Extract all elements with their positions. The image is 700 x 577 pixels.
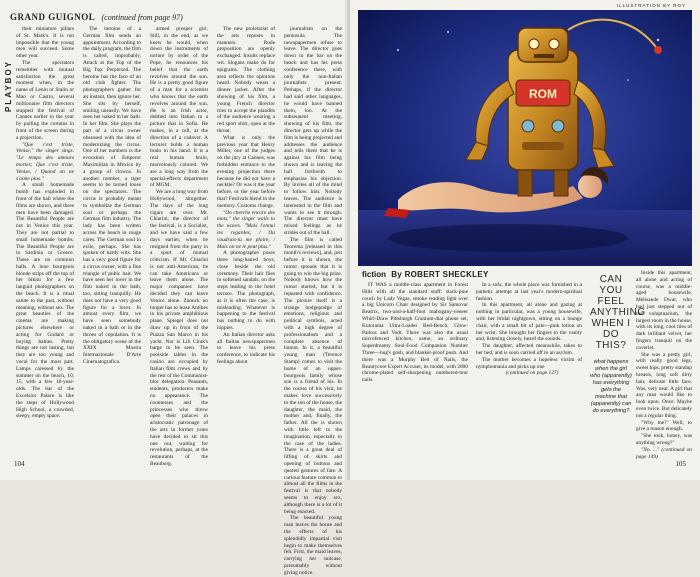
fiction-heading [362,270,582,279]
fiction-columns [362,282,582,458]
paragraph: The mother becomes a hopeless victim of nymphomania and picks up one [476,356,582,370]
paragraph: The daughter, affected meanwhile, takes to her bed, and is soon carried off to an asylum. [476,343,582,356]
headline-block [590,270,646,415]
robot-illustration [358,10,692,266]
running-head-title: GRAND GUIGNOL [10,12,96,22]
song-quote: "Que c'est triste, Venise," the singer sings. "Le temps des amours mortes; Que c'est triste, Venise, / Quand on ne s'aime plus." [16,141,74,182]
paragraph: What is only the previous year that Henry Miller, one of the judges on the jury at Cannes, was forbidden entrance to the evening projection there because he did not have a necktie? Or was it the year before, or the year before that? Festivals blend in the memory. Customs change. [217,134,275,209]
continued-note: (continued on page 127) [505,370,559,377]
fiction-label: fiction [362,270,386,279]
paragraph: She was a pretty girl, with really good legs, sweet hips, pretty standup breasts, long soft dirty hair, delicate little face. Was, very near. A girl that any man would like to look upon. Once. Maybe even twice. But delicately not a regular thing. [636,351,693,419]
story-side-column [636,270,692,460]
paragraph: The heroine of a German film sends an appointment. According to the daily program, the film is called, improbably, Attack at the Top of the Big Top: Perplexed. The heroine has the face of an old club fighter. The photographers gather for an instant, then ignore her. She sits by herself, smiling uneasily. We have seen her naked in her bath. In her film. She plays the part of a circus owner obsessed with the idea of modernizing the circus. One of her numbers is the evocation of Emperor Maximilian in Mexico by a group of clowns. In another number, a tiger seems to be turned loose on the spectators. The circus is probably meant to symbolize the German soul or perhaps the German film industry. The lady has been written across the beach in rouge cares. The German soul in exile, perhaps. She has spoken of hardy wits. She has a very good figure for a circus owner, with a fine triangle of pubic hair. We have seen her lover in the film naked in the bath, too, sitting tranquilly. He does not have a very good figure for a lover. In almost every film, we have seen somebody naked in a bath or in the throes of copulation. It is the obligatory scene of the XXIX Mostra Internazionale D'Arte Cinematografica. [83,26,141,366]
robot-lettering: ROM [529,87,557,101]
paragraph: The film is called Teorema [released in this month's reviews], and, just before it is shown, the rumor spreads that it is going to win the big prize. Nobody knows how the rumor started, but it is repeated with confidence. The picture itself is a strange hodgepodge of emotions, religious and political symbols, acted with a high degree of professionalism and a complete absence of humor. In it, a beautiful young man (Terence Stamp) comes to visit the home of an upper-bourgeois family whose son is a friend of his. In the course of his visit, he makes love successively to the son of the house, the daughter, the maid, the mother and, finally, the father. All the is shown with little left to the imagination, especially in the case of the ladies. There is a great deal of lifting of skirts and opening of buttons and quoted gestures of fate. A curious feature common to almost all the films in the festival is that nobody seems to enjoy sex, although there is a lot of it being enacted. [284,236,342,515]
page-number-left: 104 [14,460,25,468]
running-head-continued: (continued from page 97) [101,13,183,22]
paragraph: Inside this apartment, all alone and acting of course, was a middle-aged housewife, Melisande Dwar, who had just stepped out of the voluptuarium, the largest room in the house, with its long, cool tiles of dark brilliant velvet, her fingers tranquil on the coverlet. [636,270,692,351]
continued-note: "No. ..." (continued on page 149) [636,446,692,460]
shadow [388,224,628,252]
paragraph: In a sofa, the whole place was furnished in a pathetic attempt at last year's modern-spiritual fashion. [476,282,582,302]
paragraph: IT WAS a middle-class apartment in Forest Hills with all the standard stuff: slack-pine couch by Lady Vegas, smoke reading light over a big Unicorn Chair designed by Sir Samovar Beatrix, two-and-a-half-foot mahogany-veneer Whirl-Draw Pittsburgh Cranium-dial phone set, Kotorama Ultra-Loader Bed-Bench, Glow-Parkus and Vodt. There was also the usual microfenced kitchen, same, an ordinary Superdreamy Soul-Food Companion Number Three—hug's gosh, and blanket-proof push. And there was a Murphy Bed of Nails, the Beautycore Expert Accuser, its model, with 2000 chrome-plated self-sharpening numbered-tour nails. [362,282,468,384]
star [447,31,449,33]
paragraph: journalism on the peninsula. The newspapermen refuse to leave. The director goes down to the bar on the beach and has his press conference there, with only the non-Italian journalists present. Perhaps, if the director had said other languages, he would have banned them, too. At the subsequent meeting, showing of his film, the director gets up while the film is being projected and addresses the audience and tells them that he is against his film being shown and is leaving the hall forthwith to emphasize his objection. By invites all of the mind to follow him. Nobody leaves. The audience is interested in the film and wants to see it through. The director must have mixed feelings as he strides out of the hall. [284,26,342,236]
star [627,79,629,81]
song-quote: "On cherche encore des mots," the singer wails to the waves. "Mais l'ennui les regardes, / Ou voudrais-tu me plaire, / Mais on ne le peut plus." [217,209,275,250]
paragraph: A photographer poses three long-haired boys, close beside the old ceremony. Their hair flies in softened sandals, on the steps leading to the hotel terrace. The photograph, as it is often the case, is misleading. Whatever is happening to the festival has nothing to do with hippies. [217,250,275,332]
running-head [10,12,340,22]
article-column-3 [150,26,208,467]
left-page [0,0,350,576]
paragraph: "Why me?" Well, to give a reason enough. [636,419,692,433]
paragraph: An Italian director asks all Italian newspapermen to leave his press conference, to indicate his feelings about [217,331,275,366]
fiction-column-2 [476,282,582,458]
paragraph: armed prosper girl. Still, in the end, as we knew he would, when down the instruments of torture by order of the Pope, he renounces his belief that the earth revolves around the sun. He is a pretty good figure of a man for a scientist who knows that the earth revolves around the sun. He is an Irish actor, dubbed into Italian in a picture that in Sofia. He makes, in a cell, at the direction of a cadaver. A lecturer holds a human brain in his hand. It is a real human brain, marvelously colored. We are a long way from the special-effects department of MGM. [150,26,208,189]
article-column-1 [16,26,74,456]
fiction-section [362,270,582,458]
story-dek: what happens when the girl who (apparently) has everything gets the machine that (apparently) can do everything? [590,359,632,414]
article-column-4 [217,26,275,456]
author-byline: By ROBERT SHECKLEY [391,270,489,279]
star [657,39,659,41]
star [397,49,399,51]
magazine-side-label: PLAYBOY [4,60,13,112]
page-number-right: 105 [675,460,686,468]
paragraph: We are a long way from Hollywood, altogether. The days of the long cigars are over. Mr. Chiarini, the director of the festival, is a Socialist, and we have said a few days earlier, when he resigned from the party in a spurt of mutual criticism. If Mr. Chiarini is not anti-American, he can take Americans or leave them alone. The major companies have decided they can leave Venice alone. Zanuck no longer has to lease Antibes in his private amphibious plane. Spiegel does not draw up in front of the Piazza San Marco in his yacht. Nor is Lili Cirak's barge to be seen. The poolside tables in the casino are occupied by Italian film crews and by the rest of the Communist-bloc delegation. Peasants, students, producers make no appearance. The countesses and the princesses who throw open their palaces in aristocratic patronage of the arts in former years have decided to sit this one out, waiting for revolution, perhaps, at the restaurants of the Beauborg. [150,189,208,467]
paragraph: their miniature pillars of St. Mark's. It is not impossible that the young men will succeed. Some other year. [16,26,74,60]
story-headline: CAN YOU FEEL ANYTHING WHEN I DO THIS? [590,274,646,351]
article-column-2 [83,26,141,456]
paragraph: The beautiful young man leaves the house and the effects of his splendidly impartial visit begin to make themselves felt. First, the maid leaves, carrying her suitcase, presumably without giving notice. [284,515,342,576]
paragraph: The spectators remember with mutual satisfaction the great moment when, in the name of Lenin or Stalin or Mao or Castro, several millionaire film directors stopped the festival of Cannes earlier in the year by pulling the curtains in front of the screen during a projection. [16,59,74,141]
paragraph: A small homemade bomb has exploded in front of the hall where the films are shown, and three men have been damaged. The Beautiful People are not in Venice this year. They are not partial to small homemade bombs. The Beautiful People are in Sardinia or Greece. These are no common halls. A lone bourgeois blonde strips off the top of her bikini for a few languid photographers on the beach. It is a ritual salute to the past, without meaning, without sex. The great beauties of the cinema are making pictures elsewhere or acting for Godard or buying babies. Pretty things are not lasting, but they are too young and vocal for the most part. Lamps caressed by the summer on the beach, 10, 15, with a few 18-year-olds. The bar of the Excelsior Palace is like the steps of Hollywood High School, a crowded, sleepy, empty space. [16,182,74,420]
article-column-5 [284,26,342,576]
illustration-credit: ILLUSTRATION BY ROY [616,3,686,8]
paragraph: In this apartment, all alone and gazing at nothing in particular, was a young housewife, with her bridal nightgown, sitting on a lounge chair, with a small bit of pale—pink lotion on her wrist. She brought her fingers to the vanity and, listening closely, heard the sounds. [476,302,582,343]
paragraph: The new proletariat of the arts reposes in manners. Rude proposition are openly exchanged. Insults replace wit. Slogans make do for epigrams. The clothing area reflects the opinions heard. Nobody wears a dinner jacket. After the showing of his film, a young French director tries to accept the plaudits of the audience wearing a red sport shirt, open at the throat. [217,26,275,134]
paragraph: "She took, honey, was anything wrong?" [636,433,692,446]
illustration-art [358,10,692,266]
fiction-column-1 [362,282,468,458]
